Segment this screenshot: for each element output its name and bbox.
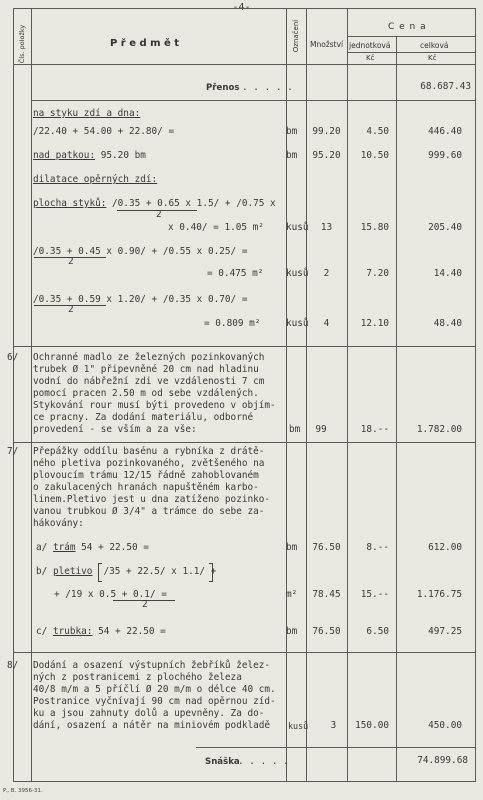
item-7c-total: 497.25 (428, 626, 462, 637)
item-6-text-line: vodní do nábřežní zdi ve vzdálenosti 7 cm (33, 376, 265, 387)
carry-divider (31, 100, 476, 101)
line-calc-2-result: = 0.475 m² (207, 268, 264, 279)
line-calc-2-mark: kusů (286, 268, 309, 279)
line-above-footing-qty: 95.20 (312, 150, 341, 161)
line-joint-wall-floor: na styku zdí a dna: (33, 108, 141, 119)
line-calc-2-total: 14.40 (433, 268, 462, 279)
line-calc-3-unit: 12.10 (360, 318, 389, 329)
line-contact-area-result: x 0.40/ = 1.05 m² (168, 222, 264, 233)
item-7a-mark: bm (286, 542, 298, 553)
item-8-text-line: 40/8 m/m a 5 příčlí Ø 20 m/m o délce 40 cm. (33, 684, 276, 695)
line-calc-1-unit: 4.50 (366, 126, 389, 137)
line-calc-3-qty: 4 (323, 318, 330, 329)
item-7a-total: 612.00 (428, 542, 462, 553)
item-6-qty: 99 (315, 424, 327, 435)
header-quantity: Množství (310, 40, 344, 49)
item-6-text-line: trubek Ø 1" připevněné 20 cm nad hladinu (33, 364, 259, 375)
item-6-text-line: Ochranné madlo ze železných pozinkovaných (33, 352, 265, 363)
item-7a-expression: 54 + 22.50 = (75, 542, 149, 553)
table-right-border (475, 8, 476, 782)
item-7a-unit: 8.-- (366, 542, 389, 553)
item-7b-prefix: b/ (36, 566, 53, 577)
item-7b2-prefix: + /19 x (54, 589, 100, 600)
fraction-denominator-3: 2 (68, 304, 74, 315)
item-7-text-line: o zakulacených hranách napuštěném karbo- (33, 482, 259, 493)
item-6-text-line: Stykování rour musí býti provedeno v objím- (33, 400, 276, 411)
price-header-divider (347, 36, 476, 37)
item-7c-label: trubka: (52, 626, 93, 637)
line-calc-3-result: = 0.809 m² (204, 318, 261, 329)
line-calc-2-unit: 7.20 (366, 268, 389, 279)
currency-header-divider (347, 52, 476, 53)
item-8-text-line: ku a jsou zahnuty dolů a upevněny. Za do- (33, 708, 265, 719)
header-currency-total: Kč (428, 54, 437, 62)
col-divider-num (31, 8, 32, 782)
item-7-text-line: ného pletiva pozinkovaného, zvětšeného na (33, 458, 265, 469)
header-item-number: Čís. položky (18, 24, 26, 64)
item-6-text-line: provedení - se vším a za vše: (33, 424, 197, 435)
item-7b-formula (36, 566, 216, 578)
item-7b-expression: /35 + 22.5/ x 1.1/ + (103, 566, 217, 577)
item-7c-prefix: c/ (36, 626, 53, 637)
carry-total: 68.687.43 (420, 81, 471, 92)
item-8-number: 8/ (7, 660, 19, 671)
item-7c-expression: 54 + 22.50 = (92, 626, 166, 637)
item-7-text-line: hákovány: (33, 518, 84, 529)
header-subject: P ř e d m ě t (110, 38, 180, 49)
item-7c-qty: 76.50 (312, 626, 341, 637)
header-currency-unit: Kč (366, 54, 375, 62)
header-price: C e n a (388, 22, 427, 32)
item-7a-formula (36, 542, 149, 554)
line-calc-3-mark: kusů (286, 318, 309, 329)
item-7c-unit: 6.50 (366, 626, 389, 637)
line-calc-2-formula: x 0.90/ + /0.55 x 0.25/ = (100, 246, 248, 257)
item-7b2-suffix: / = (149, 589, 167, 600)
line-calc-1: /22.40 + 54.00 + 22.80/ = (33, 126, 175, 137)
col-divider-unit (347, 8, 348, 782)
item-7-text-line: Přepážky oddílu basénu a rybníka z drátě- (33, 446, 265, 457)
item-7b-unit: 15.-- (360, 589, 389, 600)
item-7b-total: 1.176.75 (416, 589, 462, 600)
item-8-text-line: Dodání a osazení výstupních žebříků želez- (33, 660, 271, 671)
item-7b-mark: m² (286, 589, 298, 600)
line-above-footing-unit: 10.50 (360, 150, 389, 161)
item-8-mark: kusů (288, 721, 309, 731)
sum-dots: . . . . . (238, 756, 289, 767)
item-7-text-line: plovoucím trámu 12/15 řádně zahoblovaném (33, 470, 259, 481)
item-7-text-line: vanou trubkou Ø 3/4" a trámce do sebe za- (33, 506, 265, 517)
line-above-footing (33, 150, 146, 162)
col-divider-total (396, 36, 397, 782)
print-footer: P., B. 3956-31. (3, 788, 43, 794)
item-7b-qty: 78.45 (312, 589, 341, 600)
item-7b2-numerator: 0.5 + 0.1 (99, 589, 150, 600)
line-calc-1-mark: bm (286, 126, 298, 137)
line-contact-area-total: 205.40 (428, 222, 462, 233)
item-7-text-line: linem.Pletivo jest u dna zatíženo pozinko- (33, 494, 271, 505)
line-contact-area-formula: /0.35 + 0.65 x 1.5/ + /0.75 x (106, 198, 276, 209)
line-contact-area-mark: kusů (286, 222, 309, 233)
table-top-border (13, 8, 476, 9)
line-calc-2-numerator: /0.35 + 0.45 (33, 246, 101, 257)
item-7c-formula (36, 626, 166, 638)
line-above-footing-label: nad patkou: (33, 150, 96, 161)
item-8-text-line: dání, osazení a nátěr na miniovém podkladě (33, 720, 271, 731)
item-7b-label: pletivo (52, 566, 93, 577)
header-unit-price: jednotková (349, 41, 391, 50)
item-6-number: 6/ (7, 352, 19, 363)
line-calc-1-qty: 99.20 (312, 126, 341, 137)
item-8-divider (13, 652, 476, 653)
line-above-footing-mark: bm (286, 150, 298, 161)
item-8-qty: 3 (330, 720, 337, 731)
fraction-denominator-4: 2 (142, 599, 148, 610)
item-6-unit: 18.-- (360, 424, 389, 435)
line-contact-area-label: plocha styků: (33, 198, 107, 209)
header-total-price: celková (420, 41, 449, 50)
col-divider-mark (286, 8, 287, 782)
line-above-footing-total: 999.60 (428, 150, 462, 161)
header-mark: Označení (292, 19, 300, 53)
sum-total: 74.899.68 (417, 755, 468, 766)
line-calc-3-numerator: /0.35 + 0.59 (33, 294, 101, 305)
item-7b-bracket-left (98, 563, 102, 582)
item-7-divider (13, 442, 476, 443)
item-7-number: 7/ (7, 446, 19, 457)
item-6-total: 1.782.00 (416, 424, 462, 435)
table-bottom-border (13, 781, 476, 782)
header-bottom-border (13, 64, 476, 65)
line-contact-area-unit: 15.80 (360, 222, 389, 233)
line-calc-3-total: 48.40 (433, 318, 462, 329)
line-contact-area (33, 198, 276, 210)
item-7a-label: trám (52, 542, 76, 553)
item-8-unit: 150.00 (355, 720, 389, 731)
sum-label: Snáška (205, 757, 240, 767)
carry-label: Přenos (206, 83, 240, 93)
item-6-text-line: pomocí pracen 2.50 m od sebe vzdálených. (33, 388, 259, 399)
col-divider-qty (306, 8, 307, 782)
item-6-text-line: ce pracny. Za dodání materiálu, odborné (33, 412, 254, 423)
item-7b-bracket-right (209, 563, 213, 582)
item-7a-prefix: a/ (36, 542, 53, 553)
item-7a-qty: 76.50 (312, 542, 341, 553)
fraction-denominator-2: 2 (68, 256, 74, 267)
item-6-mark: bm (289, 424, 301, 435)
line-calc-2-qty: 2 (323, 268, 330, 279)
item-8-text-line: Postranice vyčnívají 90 cm nad opěrnou zíd- (33, 696, 276, 707)
fraction-denominator-1: 2 (156, 209, 162, 220)
item-8-text-line: ných z postranicemi z plochého železa (33, 672, 242, 683)
line-calc-1-total: 446.40 (428, 126, 462, 137)
item-8-total: 450.00 (428, 720, 462, 731)
item-7c-mark: bm (286, 626, 298, 637)
line-contact-area-qty: 13 (320, 222, 333, 233)
item-6-divider (13, 346, 476, 347)
line-above-footing-value: 95.20 bm (95, 150, 146, 161)
carry-dots: . . . . . (242, 82, 293, 93)
line-dilatation: dilatace opěrných zdí: (33, 174, 158, 185)
sum-top-divider (196, 747, 476, 748)
line-calc-3-formula: x 1.20/ + /0.35 x 0.70/ = (100, 294, 248, 305)
